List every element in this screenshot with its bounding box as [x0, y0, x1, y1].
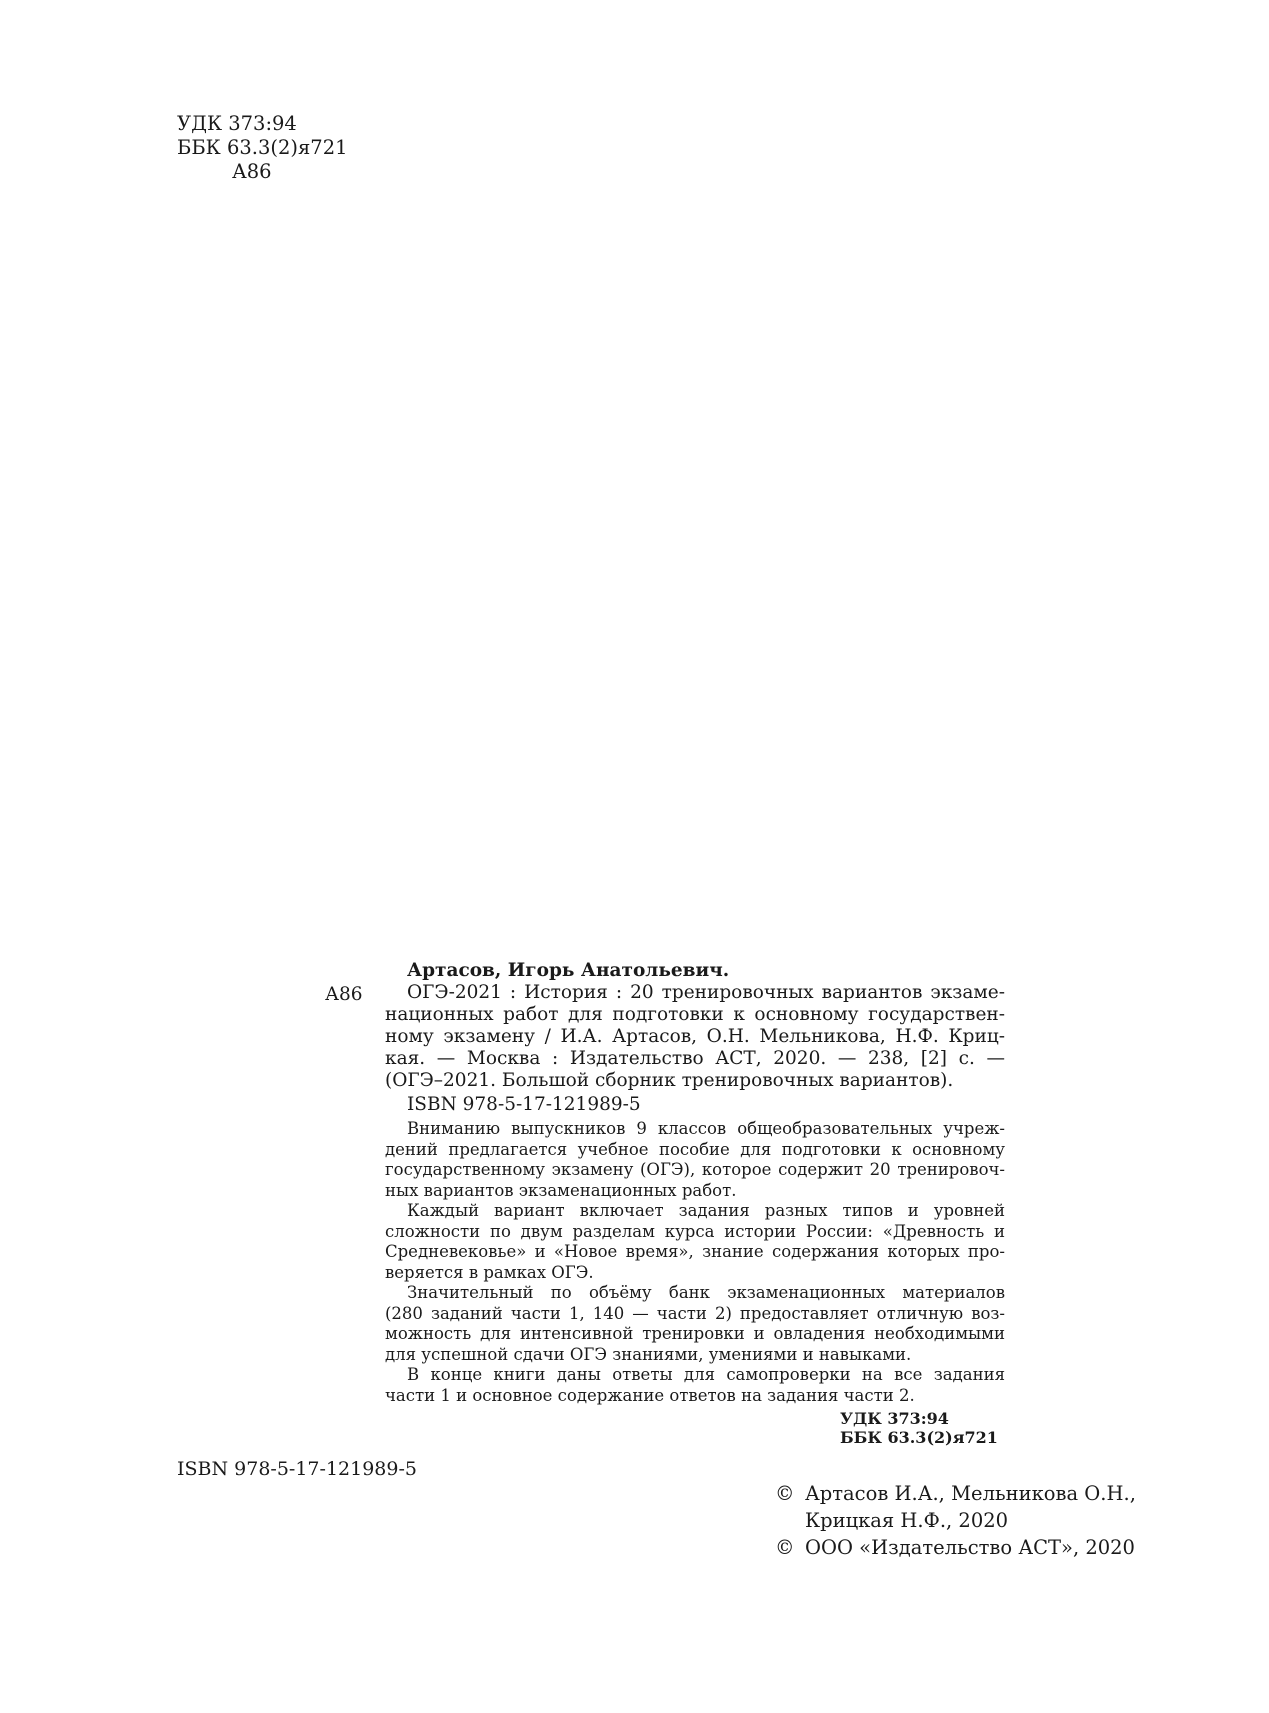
- author-sign: А86: [232, 160, 272, 183]
- copyright-authors-line: Крицкая Н.Ф., 2020: [805, 1509, 1009, 1532]
- annotation-line: В конце книги даны ответы для самопроверки на все задания: [407, 1365, 1005, 1384]
- card-author: Артасов, Игорь Анатольевич.: [407, 960, 730, 981]
- udk-code: УДК 373:94: [177, 112, 297, 135]
- title-line: национных работ для подготовки к основному государствен-: [385, 1004, 1005, 1025]
- copyright-publisher: [775, 1534, 1136, 1561]
- copyright-block: [775, 1480, 1136, 1561]
- copyright-publisher-line: ООО «Издательство АСТ», 2020: [805, 1536, 1135, 1559]
- copyright-icon: ©: [775, 1482, 795, 1505]
- title-line: ному экзамену / И.А. Артасов, О.Н. Мельникова, Н.Ф. Криц-: [385, 1026, 1005, 1047]
- bbk-code: ББК 63.3(2)я721: [177, 136, 348, 159]
- annotation-line: части 1 и основное содержание ответов на задания части 2.: [385, 1385, 915, 1405]
- card-author-sign: А86: [325, 984, 363, 1005]
- isbn: ISBN 978-5-17-121989-5: [177, 1458, 417, 1480]
- annotation-line: Вниманию выпускников 9 классов общеобразовательных учреж-: [407, 1119, 1005, 1138]
- copyright-authors-line: Артасов И.А., Мельникова О.Н.,: [805, 1482, 1136, 1505]
- catalog-card: [325, 960, 1005, 1447]
- card-bbk: ББК 63.3(2)я721: [840, 1428, 998, 1447]
- annotation-line: Средневековье» и «Новое время», знание содержания которых про-: [385, 1242, 1005, 1261]
- annotation-line: дений предлагается учебное пособие для подготовки к основному: [385, 1139, 1005, 1159]
- card-isbn: ISBN 978-5-17-121989-5: [407, 1094, 641, 1115]
- annotation-line: можность для интенсивной тренировки и овладения необходимыми: [385, 1324, 1005, 1343]
- title-line: (ОГЭ–2021. Большой сборник тренировочных вариантов).: [385, 1070, 954, 1091]
- title-line: кая. — Москва : Издательство АСТ, 2020. — 238, [2] с. —: [385, 1048, 1005, 1069]
- annotation-line: веряется в рамках ОГЭ.: [385, 1262, 594, 1282]
- copyright-icon: ©: [775, 1536, 795, 1559]
- top-classification-codes: [177, 112, 348, 184]
- annotation-line: (280 заданий части 1, 140 — части 2) предоставляет отличную воз-: [385, 1303, 1005, 1323]
- annotation-line: для успешной сдачи ОГЭ знаниями, умениями и навыками.: [385, 1344, 912, 1364]
- annotation-line: ных вариантов экзаменационных работ.: [385, 1180, 737, 1200]
- card-classification-codes: [840, 1409, 1005, 1447]
- card-body: [385, 960, 1005, 1447]
- annotation-line: сложности по двум разделам курса истории России: «Древность и: [385, 1221, 1005, 1241]
- copyright-authors-cont: [775, 1507, 1136, 1534]
- annotation-line: Значительный по объёму банк экзаменационных материалов: [407, 1283, 1005, 1302]
- card-udk: УДК 373:94: [840, 1409, 949, 1428]
- copyright-authors: [775, 1480, 1136, 1507]
- annotation-line: Каждый вариант включает задания разных типов и уровней: [407, 1201, 1005, 1220]
- annotation-line: государственному экзамену (ОГЭ), которое содержит 20 тренировоч-: [385, 1160, 1005, 1179]
- annotation: [385, 1119, 1005, 1406]
- title-line: ОГЭ-2021 : История : 20 тренировочных вариантов экзаме-: [407, 982, 1005, 1003]
